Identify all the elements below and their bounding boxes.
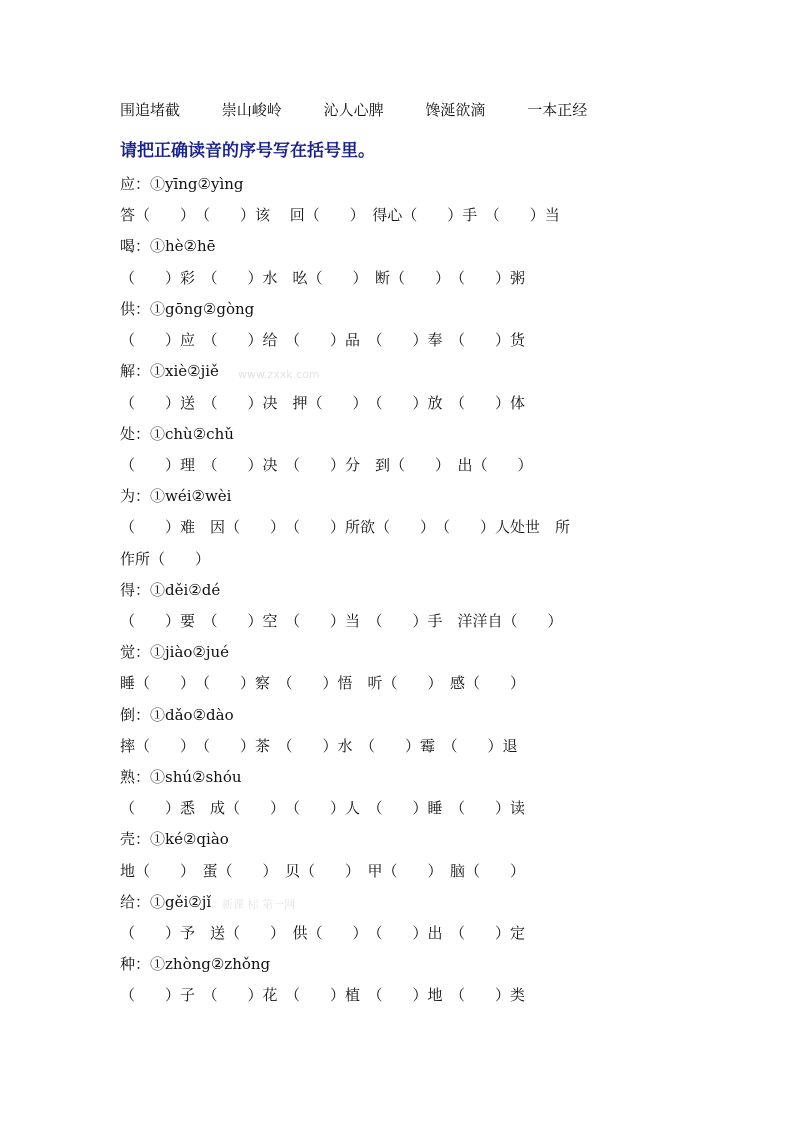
watermark-text: 新课 标 第一网 <box>222 898 295 911</box>
pinyin-line-shu: 熟：①shú②shóu <box>120 768 242 786</box>
idiom-3: 沁人心脾 <box>323 101 384 119</box>
answer-line-wei: （ ）难 因（ ） （ ）所欲（ ） （ ）人处世 所 <box>120 518 571 536</box>
pinyin-line-chu: 处：①chù②chǔ <box>120 425 234 443</box>
answer-line-dao: 摔（ ） （ ）茶 （ ）水 （ ）霉 （ ）退 <box>120 737 518 755</box>
answer-line-gong: （ ）应 （ ）给 （ ）品 （ ）奉 （ ）货 <box>120 331 526 349</box>
answer-line-shu: （ ）悉 成（ ） （ ）人 （ ）睡 （ ）读 <box>120 799 526 817</box>
pinyin-line-he: 喝：①hè②hē <box>120 237 216 255</box>
pinyin-line-gei: 给：①gěi②jǐ <box>120 893 212 911</box>
pinyin-line-jie: 解：①xiè②jiě <box>120 362 219 380</box>
answer-line-ke: 地（ ） 蛋（ ） 贝（ ） 甲（ ） 脑（ ） <box>120 862 526 880</box>
answer-line-zhong: （ ）子 （ ）花 （ ）植 （ ）地 （ ）类 <box>120 986 526 1004</box>
pinyin-line-ke: 壳：①ké②qiào <box>120 830 229 848</box>
idiom-row <box>120 99 624 120</box>
watermark-url: www.zxxk.com <box>238 368 320 381</box>
pinyin-line-wei: 为：①wéi②wèi <box>120 487 232 505</box>
answer-line-jie: （ ）送 （ ）决 押（ ） （ ）放 （ ）体 <box>120 394 526 412</box>
answer-line-gei: （ ）予 送（ ） 供（ ） （ ）出 （ ）定 <box>120 924 526 942</box>
answer-line-wei-cont: 作所（ ） <box>120 550 211 568</box>
idiom-1: 围追堵截 <box>120 101 181 119</box>
pinyin-line-dao: 倒：①dǎo②dào <box>120 706 234 724</box>
pinyin-line-gong: 供：①gōng②gòng <box>120 300 255 318</box>
answer-line-he: （ ）彩 （ ）水 吆（ ） 断（ ） （ ）粥 <box>120 269 526 287</box>
answer-line-de: （ ）要 （ ）空 （ ）当 （ ）手 洋洋自（ ） <box>120 612 563 630</box>
pinyin-line-jue: 觉：①jiào②jué <box>120 643 230 661</box>
answer-line-jue: 睡（ ） （ ）察 （ ）悟 听（ ） 感（ ） <box>120 674 526 692</box>
pinyin-line-zhong: 种：①zhòng②zhǒng <box>120 955 271 973</box>
exercise-heading: 请把正确读音的序号写在括号里。 <box>120 141 375 161</box>
pinyin-line-de: 得：①děi②dé <box>120 581 221 599</box>
pinyin-line-ying: 应：①yīng②yìng <box>120 175 244 193</box>
answer-line-chu: （ ）理 （ ）决 （ ）分 到（ ） 出（ ） <box>120 456 533 474</box>
idiom-2: 崇山峻岭 <box>221 101 282 119</box>
idiom-4: 馋涎欲滴 <box>425 101 486 119</box>
answer-line-ying: 答（ ） （ ）该 回（ ） 得心（ ）手 （ ）当 <box>120 206 560 224</box>
idiom-5: 一本正经 <box>527 101 588 119</box>
